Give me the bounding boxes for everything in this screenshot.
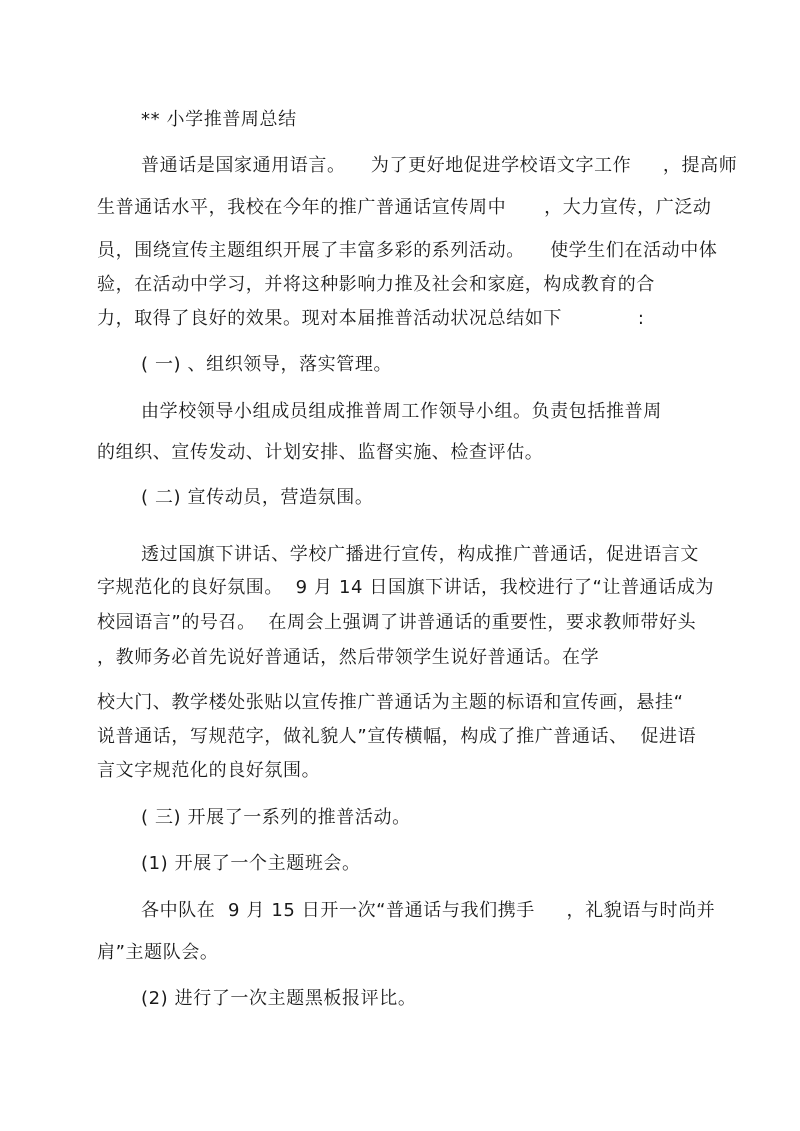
text-line: 验，在活动中学习，并将这种影响力推及社会和家庭，构成教育的合 bbox=[97, 274, 655, 295]
text-line: 普通话是国家通用语言。 为了更好地促进学校语文字工作 ，提高师 bbox=[141, 155, 738, 176]
document-title: ** 小学推普周总结 bbox=[141, 109, 297, 130]
text-line: 字规范化的良好氛围。 9 月 14 日国旗下讲话，我校进行了“让普通话成为 bbox=[97, 577, 715, 598]
text-line: 说普通话，写规范字，做礼貌人”宣传横幅，构成了推广普通话、 促进语 bbox=[97, 726, 697, 747]
text-line: 透过国旗下讲话、学校广播进行宣传，构成推广普通话，促进语言文 bbox=[141, 544, 699, 565]
text-line: 员，围绕宣传主题组织开展了丰富多彩的系列活动。 使学生们在活动中体 bbox=[97, 240, 718, 261]
text-line: 由学校领导小组成员组成推普周工作领导小组。负责包括推普周 bbox=[141, 401, 662, 422]
subsection-heading: (2) 进行了一次主题黑板报评比。 bbox=[141, 988, 417, 1009]
text-line: 校园语言”的号召。 在周会上强调了讲普通话的重要性，要求教师带好头 bbox=[97, 612, 697, 633]
subsection-heading: (1) 开展了一个主题班会。 bbox=[141, 853, 361, 874]
text-line: 各中队在 9 月 15 日开一次“普通话与我们携手 ，礼貌语与时尚并 bbox=[141, 900, 716, 921]
text-line: ，教师务必首先说好普通话，然后带领学生说好普通话。在学 bbox=[97, 647, 600, 668]
text-line: 力，取得了良好的效果。现对本届推普活动状况总结如下 : bbox=[97, 308, 645, 329]
section-heading: ( 三) 开展了一系列的推普活动。 bbox=[141, 807, 411, 828]
text-line: 肩”主题队会。 bbox=[97, 942, 219, 963]
section-heading: ( 一) 、组织领导，落实管理。 bbox=[141, 354, 393, 375]
text-line: 的组织、宣传发动、计划安排、监督实施、检查评估。 bbox=[97, 442, 544, 463]
text-line: 言文字规范化的良好氛围。 bbox=[97, 760, 321, 781]
text-line: 生普通话水平，我校在今年的推广普通话宣传周中 ，大力宣传，广泛动 bbox=[97, 197, 712, 218]
text-line: 校大门、教学楼处张贴以宣传推广普通话为主题的标语和宣传画，悬挂“ bbox=[97, 692, 684, 713]
section-heading: ( 二) 宣传动员，营造氛围。 bbox=[141, 487, 374, 508]
